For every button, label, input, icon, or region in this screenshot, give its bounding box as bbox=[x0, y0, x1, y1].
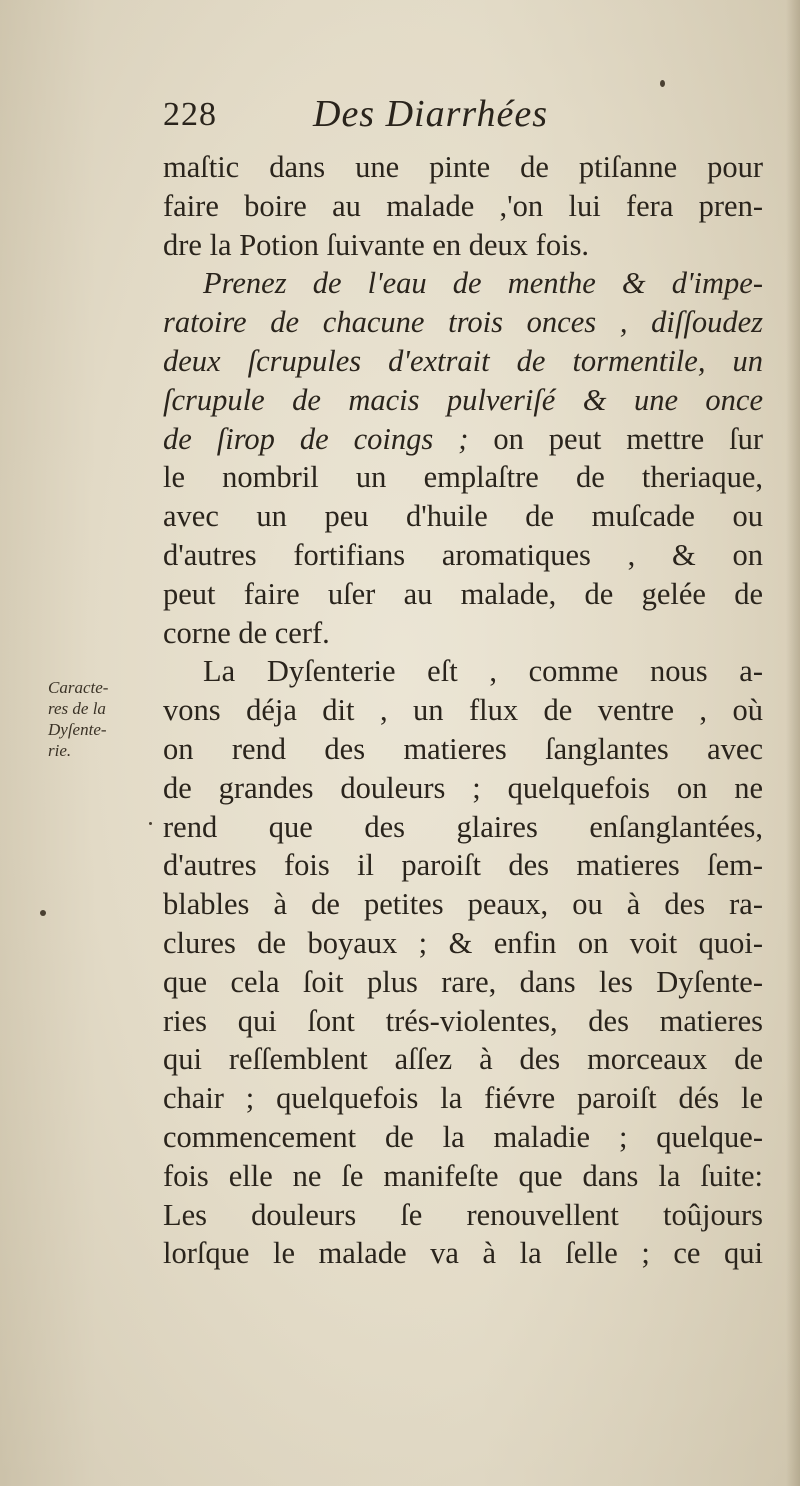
text-line: avec un peu d'huile de muſcade ou bbox=[163, 499, 763, 534]
text-line: Les douleurs ſe renouvellent toûjours bbox=[163, 1197, 763, 1232]
text-line: le nombril un emplaſtre de theriaque, bbox=[163, 460, 763, 495]
text-line-roman: on peut mettre ſur bbox=[468, 421, 763, 456]
text-line: Prenez de l'eau de menthe & d'impe- bbox=[203, 266, 763, 301]
text-line: commencement de la maladie ; quelque- bbox=[163, 1119, 763, 1154]
text-line: maſtic dans une pinte de ptiſanne pour bbox=[163, 150, 763, 184]
ink-speck bbox=[40, 910, 46, 916]
text-line: ries qui ſont trés-violentes, des matieres bbox=[163, 1003, 763, 1038]
text-line: faire boire au malade ,'on lui fera pren- bbox=[163, 188, 763, 223]
text-line: rend que des glaires enſanglantées, bbox=[163, 809, 763, 844]
margin-note-line: rie. bbox=[48, 741, 72, 760]
text-line: blables à de petites peaux, ou à des ra- bbox=[163, 887, 763, 922]
margin-note bbox=[48, 677, 158, 761]
text-line: clures de boyaux ; & enfin on voit quoi- bbox=[163, 925, 763, 960]
text-line bbox=[163, 420, 763, 459]
text-line: d'autres fortifians aromatiques , & on bbox=[163, 537, 763, 572]
ink-speck bbox=[660, 80, 665, 87]
text-line: peut faire uſer au malade, de gelée de bbox=[163, 576, 763, 611]
text-line: chair ; quelquefois la fiévre paroiſt dés le bbox=[163, 1081, 763, 1116]
margin-note-line: res de la bbox=[48, 699, 106, 718]
text-line-italic: de ſirop de coings ; bbox=[163, 421, 469, 456]
text-line: corne de cerf. bbox=[163, 615, 330, 650]
body-text bbox=[163, 148, 763, 1273]
ink-speck bbox=[149, 822, 152, 825]
margin-note-line: Caracte- bbox=[48, 678, 109, 697]
page-number: 228 bbox=[163, 96, 217, 133]
text-line: d'autres fois il paroiſt des matieres ſem- bbox=[163, 848, 763, 883]
text-line: que cela ſoit plus rare, dans les Dyſente- bbox=[163, 964, 763, 999]
text-line: dre la Potion ſuivante en deux fois. bbox=[163, 227, 590, 262]
text-line: ratoire de chacune trois onces , diſſoudez bbox=[163, 305, 763, 340]
text-line: fois elle ne ſe manifeſte que dans la ſuite: bbox=[163, 1158, 763, 1193]
text-line: La Dyſenterie eſt , comme nous a- bbox=[203, 654, 763, 689]
text-line: deux ſcrupules d'extrait de tormentile, un bbox=[163, 343, 763, 378]
text-line: lorſque le malade va à la ſelle ; ce qui bbox=[163, 1236, 763, 1271]
page-header bbox=[163, 92, 763, 142]
text-line: on rend des matieres ſanglantes avec bbox=[163, 731, 763, 766]
margin-note-line: Dyſente- bbox=[48, 720, 107, 739]
text-line: vons déja dit , un flux de ventre , où bbox=[163, 693, 763, 728]
page-edge-shadow bbox=[786, 0, 800, 1486]
running-head: Des Diarrhées bbox=[313, 93, 549, 135]
text-line: de grandes douleurs ; quelquefois on ne bbox=[163, 770, 763, 805]
text-line: qui reſſemblent aſſez à des morceaux de bbox=[163, 1042, 763, 1077]
text-line: ſcrupule de macis pulveriſé & une once bbox=[163, 382, 763, 417]
